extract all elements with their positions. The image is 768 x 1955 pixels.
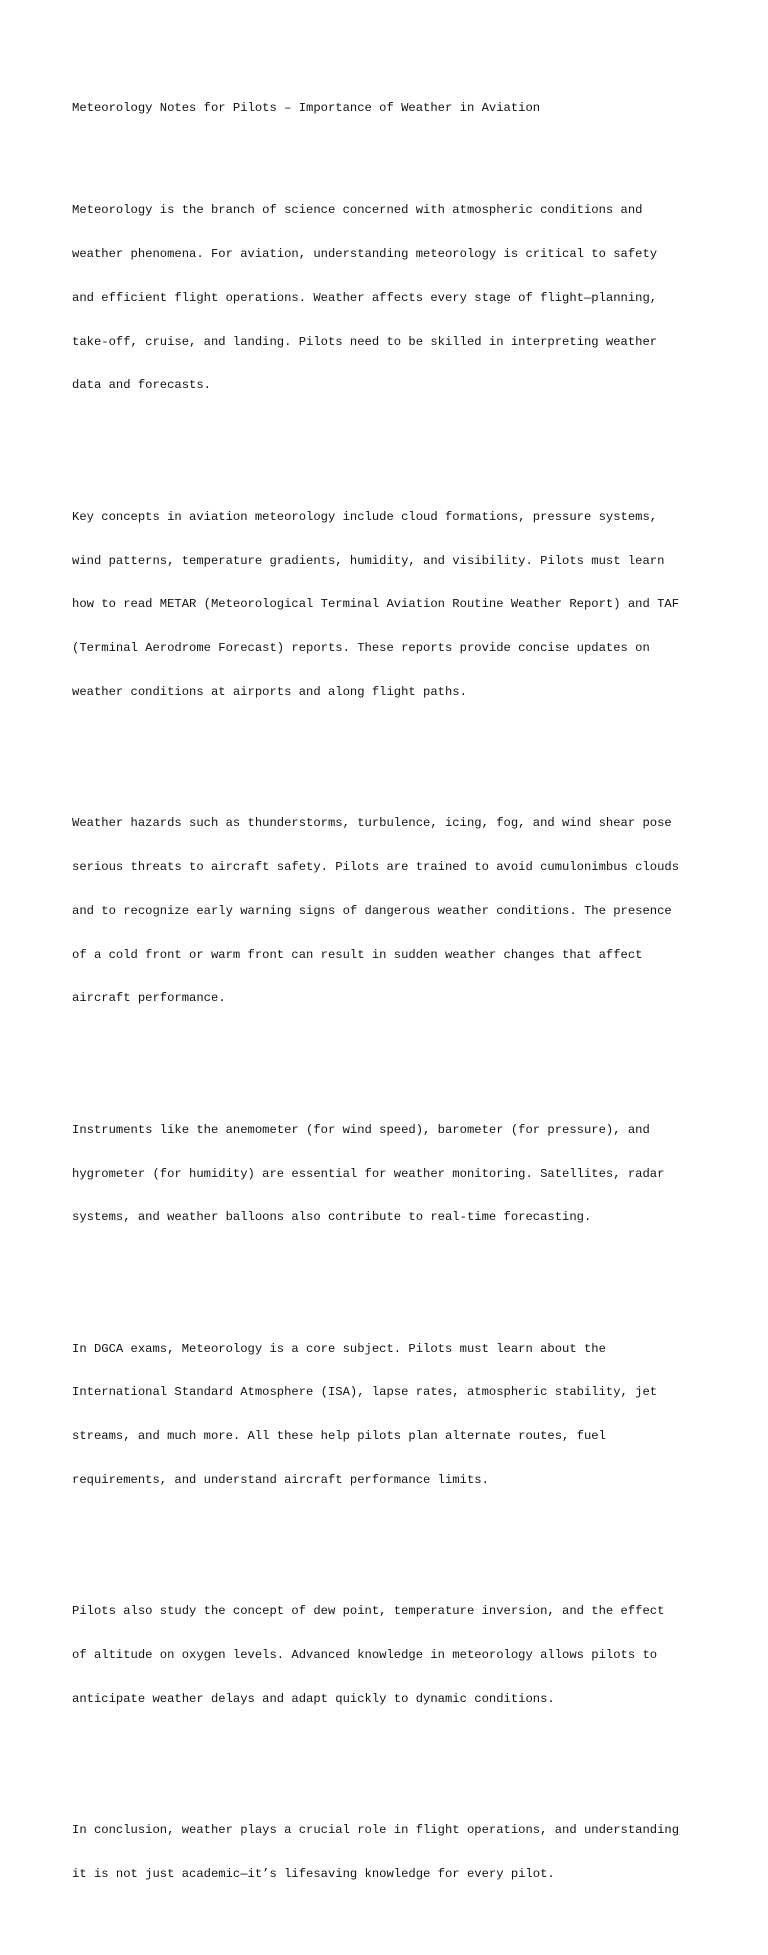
paragraph-key-concepts (72, 481, 712, 729)
text-line: take-off, cruise, and landing. Pilots need to be skilled in interpreting weather (72, 334, 658, 349)
text-line: In DGCA exams, Meteorology is a core subject. Pilots must learn about the (72, 1341, 606, 1356)
text-line: how to read METAR (Meteorological Terminal Aviation Routine Weather Report) and TAF (72, 597, 680, 612)
text-line: data and forecasts. (72, 378, 211, 393)
text-line: anticipate weather delays and adapt quickly to dynamic conditions. (72, 1691, 555, 1706)
paragraph-conclusion (72, 1794, 712, 1911)
text-line: hygrometer (for humidity) are essential for weather monitoring. Satellites, radar (72, 1166, 665, 1181)
text-line: Instruments like the anemometer (for wind speed), barometer (for pressure), and (72, 1122, 650, 1137)
text-line: weather conditions at airports and along flight paths. (72, 684, 467, 699)
text-line: and efficient flight operations. Weather affects every stage of flight—planning, (72, 290, 658, 305)
text-line: serious threats to aircraft safety. Pilots are trained to avoid cumulonimbus clouds (72, 860, 680, 875)
paragraph-hazards (72, 787, 712, 1035)
text-line: Meteorology is the branch of science concerned with atmospheric conditions and (72, 203, 643, 218)
text-line: International Standard Atmosphere (ISA), lapse rates, atmospheric stability, jet (72, 1385, 658, 1400)
text-line: it is not just academic—it’s lifesaving knowledge for every pilot. (72, 1867, 555, 1882)
text-line: of altitude on oxygen levels. Advanced knowledge in meteorology allows pilots to (72, 1648, 658, 1663)
paragraph-dgca-exams (72, 1312, 712, 1516)
text-line: wind patterns, temperature gradients, humidity, and visibility. Pilots must learn (72, 553, 665, 568)
text-line: of a cold front or warm front can result in sudden weather changes that affect (72, 947, 643, 962)
text-line: requirements, and understand aircraft performance limits. (72, 1473, 489, 1487)
paragraph-instruments (72, 1094, 712, 1255)
text-line: aircraft performance. (72, 991, 226, 1006)
document-title: Meteorology Notes for Pilots – Importance of Weather in Aviation (72, 101, 541, 116)
text-line: (Terminal Aerodrome Forecast) reports. These reports provide concise updates on (72, 641, 650, 656)
text-line: weather phenomena. For aviation, understanding meteorology is critical to safety (72, 247, 658, 262)
text-line: Key concepts in aviation meteorology include cloud formations, pressure systems, (72, 509, 658, 524)
text-line: streams, and much more. All these help pilots plan alternate routes, fuel (72, 1429, 606, 1444)
text-line: systems, and weather balloons also contribute to real-time forecasting. (72, 1210, 592, 1225)
text-line: Weather hazards such as thunderstorms, turbulence, icing, fog, and wind shear pose (72, 816, 672, 831)
text-line: Pilots also study the concept of dew point, temperature inversion, and the effect (72, 1604, 665, 1619)
text-line: and to recognize early warning signs of dangerous weather conditions. The presence (72, 903, 672, 918)
document-body (72, 72, 712, 1955)
text-line: In conclusion, weather plays a crucial role in flight operations, and understanding (72, 1823, 680, 1838)
paragraph-dew-point (72, 1575, 712, 1736)
paragraph-intro (72, 174, 712, 422)
